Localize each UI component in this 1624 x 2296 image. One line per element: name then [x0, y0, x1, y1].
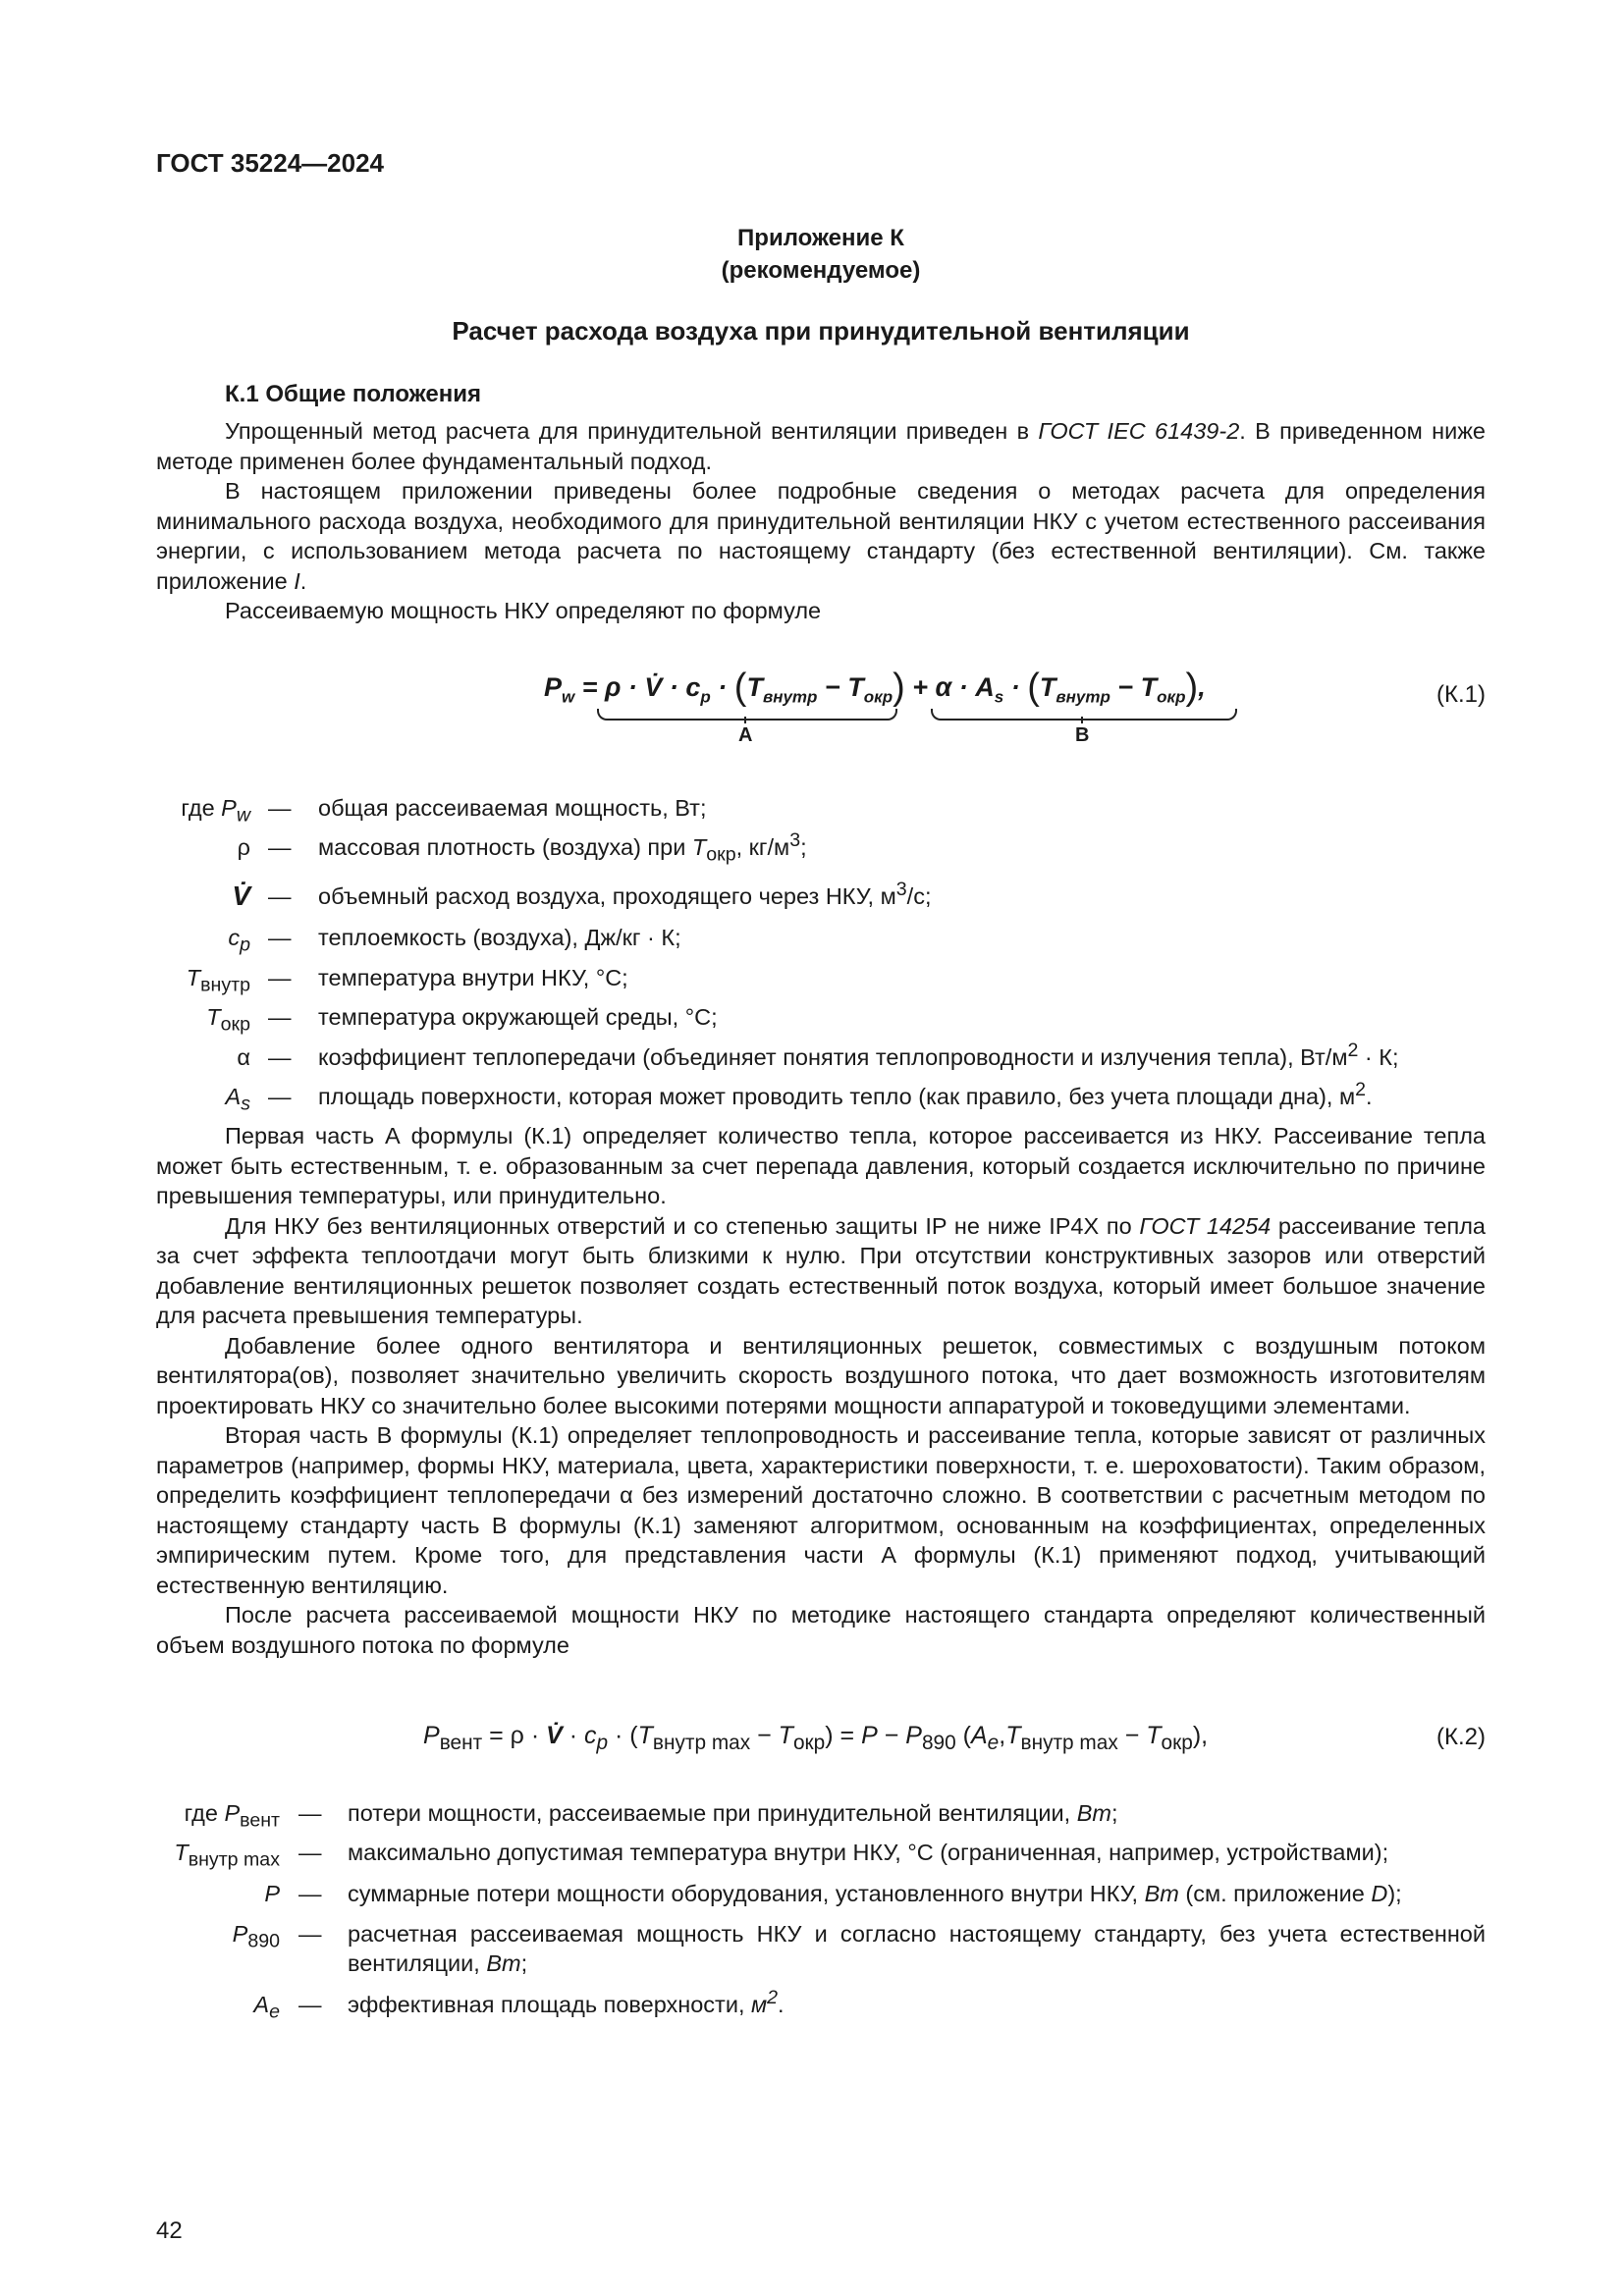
definitions-k2	[156, 1798, 1486, 2025]
paragraph-5: Для НКУ без вентиляционных отверстий и со степенью защиты IP не ниже IP4X по ГОСТ 14254 рассеивание тепла за счет эффекта теплоотдачи могут быть близкими к нулю. При отсутствии конструктивных зазоров или отверстий добавление вентиляционных решеток позволяет создать естественный поток воздуха, который имеет большое значение для расчета превышения температуры.	[156, 1212, 1486, 1328]
definitions-k1	[156, 793, 1486, 1117]
definition-row: $A_e$ — эффективная площадь поверхности, $м^2$.	[253, 1987, 785, 2023]
paragraph-8: После расчета рассеиваемой мощности НКУ по методике настоящего стандарта определяют количественный объем воздушного потока по формуле	[156, 1602, 1486, 1658]
formula-number: (К.2)	[1436, 1724, 1486, 1750]
body-text	[156, 1121, 1486, 1660]
definition-row: P — суммарные потери мощности оборудования, установленного внутри НКУ, Вт (см. приложение D);	[264, 1881, 1402, 1906]
definition-row: $T_{окр}$ — температура окружающей среды, °С;	[206, 1004, 718, 1036]
definition-row: где $P_w$ — общая рассеиваемая мощность, Вт;	[181, 795, 707, 827]
section-heading: К.1 Общие положения	[225, 381, 481, 407]
paragraph-3: Рассеиваемую мощность НКУ определяют по формуле	[225, 598, 822, 623]
label-b: B	[1075, 724, 1090, 746]
brace-a	[597, 709, 897, 721]
paragraph-6: Добавление более одного вентилятора и вентиляционных решеток, совместимых с воздушным потоком вентилятора(ов), позволяет значительно увеличить скорость воздушного потока, что дает возможность изготовителям проектировать НКУ со значительно более высокими потерями мощности аппаратурой и токоведущими элементами.	[156, 1332, 1486, 1418]
formula-number: (К.1)	[1436, 681, 1486, 708]
paragraph-2: В настоящем приложении приведены более подробные сведения о методах расчета для определения минимального расхода воздуха, необходимого для принудительной вентиляции НКУ с учетом естественного рассеивания энергии, с использованием метода расчета по настоящему стандарту (без естественной вентиляции). См. также приложение I.	[156, 478, 1486, 594]
definition-row: $c_p$ — теплоемкость (воздуха), Дж/кг · К;	[228, 925, 681, 956]
definition-row: где $P_{вент}$ — потери мощности, рассеиваемые при принудительной вентиляции, Вт;	[184, 1800, 1118, 1832]
paragraph-7: Вторая часть В формулы (К.1) определяет теплопроводность и рассеивание тепла, которые зависят от различных параметров (например, формы НКУ, материала, цвета, характеристики поверхности, т. е. шероховатости). Таким образом, определить коэффициент теплопередачи α без измерений достаточно сложно. В соответствии с расчетным методом по настоящему стандарту часть В формулы (К.1) заменяют алгоритмом, основанным на коэффициентах, определенных эмпирическим путем. Кроме того, для представления части А формулы (К.1) применяют подход, учитывающий естественную вентиляцию.	[156, 1422, 1486, 1598]
brace-b	[931, 709, 1237, 721]
intro-text	[156, 416, 1486, 626]
definition-row: $T_{внутр max}$ — максимально допустимая температура внутри НКУ, °С (ограниченная, например, устройствами);	[174, 1840, 1389, 1871]
annex-status: (рекомендуемое)	[721, 257, 921, 284]
annex-main-title: Расчет расхода воздуха при принудительной вентиляции	[452, 316, 1190, 346]
definition-row: α — коэффициент теплопередачи (объединяет понятия теплопроводности и излучения тепла), $Вт/м^2 \cdot К$;	[237, 1040, 1399, 1070]
definition-row: ρ — массовая плотность (воздуха) при $T_{окр}$, $кг/м^3$;	[237, 829, 807, 866]
standard-header: ГОСТ 35224—2024	[156, 148, 384, 178]
paragraph-4: Первая часть А формулы (К.1) определяет количество тепла, которое рассеивается из НКУ. Рассеивание тепла может быть естественным, т. е. образованным за счет перепада давления, который создается исключительно по причине превышения температуры, или принудительно.	[156, 1123, 1486, 1208]
definition-row: V̇ — объемный расход воздуха, проходящего через НКУ, $м^3/с$;	[232, 879, 932, 911]
definition-row: $P_{890}$ — расчетная рассеиваемая мощность НКУ и согласно настоящему стандарту, без учета естественной вентиляции, Вт;	[232, 1921, 1486, 1976]
definition-row: $T_{внутр}$ — температура внутри НКУ, °С;	[186, 965, 628, 996]
formula-k2-expression: $P_{вент} = \rho$ · V̇ · $c_p \cdot (T_{внутр max} - T_{окр}) = P - P_{890}$ $(A_e,T_{внутр max} - T_{окр})$,	[423, 1722, 1209, 1754]
definition-row: $A_s$ — площадь поверхности, которая может проводить тепло (как правило, без учета площади дна), $м^2$.	[225, 1079, 1373, 1115]
label-a: A	[738, 724, 753, 746]
page-number: 42	[156, 2217, 183, 2244]
formula-k2	[156, 1722, 1486, 1761]
annex-heading	[156, 222, 1486, 287]
annex-title: Приложение К	[737, 225, 904, 251]
formula-k1	[156, 664, 1486, 762]
paragraph-1: Упрощенный метод расчета для принудительной вентиляции приведен в ГОСТ IEC 61439-2. В приведенном ниже методе применен более фундаментальный подход.	[156, 418, 1487, 474]
formula-k1-expression: $P_w = \rho$ · V̇ · $c_p \cdot (T_{внутр} - T_{окр}) + \alpha \cdot A_s \cdot (T_{внутр} - T_{окр})$, A B	[544, 664, 1261, 752]
